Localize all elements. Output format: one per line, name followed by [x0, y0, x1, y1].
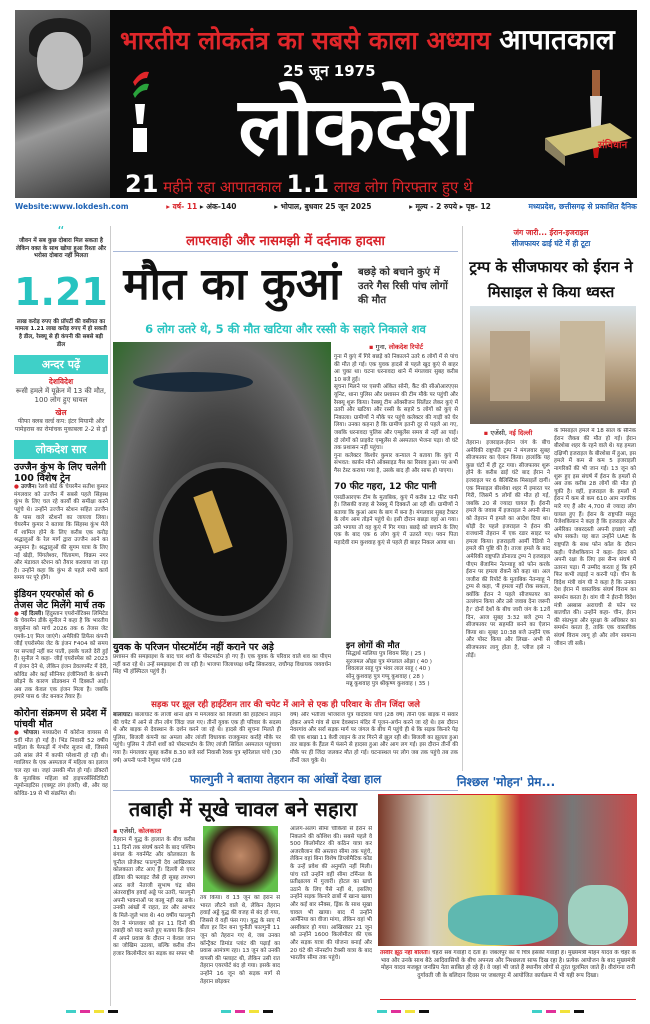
main-headline: मौत का कुआं — [123, 259, 341, 310]
brief-headline: इंडियन एयरफोर्स को 6 तेजस जेट मिलेंगे मार्च तक — [14, 588, 105, 611]
color-bar — [532, 1010, 584, 1013]
dateline-source: लोकदेश रिपोर्ट — [388, 343, 423, 351]
main-dateline: ▪ गुना, लोकदेश रिपोर्ट — [369, 343, 423, 351]
victim-item: मन्नू कुशवाह पुत्र श्रीकृष्ण कुशवाह ( 35 ) — [346, 681, 430, 688]
main-body — [334, 342, 458, 638]
info-bar — [15, 200, 637, 213]
right-kicker-sub: सीजफायर ढाई घंटे में ही टूटा — [511, 239, 591, 248]
summary-band: लोकदेश सार — [14, 440, 108, 459]
stat-arrests-label: लाख लोग गिरफ्तार हुए थे — [333, 178, 473, 196]
second-text: बालाघाट के लांजी थाना क्षेत्र में मंगलवार को बिजली की हाईटेंशन लाइन की चपेट में आने से तीन लोग जिंदा जल गए। तीनों युवक एक ही परिवार के सदस्य थे और बाइक से देवस्थान के दर्शन करने जा रहे थे। हादसे की सूचना मिलते ही पुलिस, बिजली कंपनी का अमला और लांजी विधायक राजकुमार कर्राहे मौके पर पहुंचे। पुलिस ने तीनों शवों को पोस्टमार्टम के लिए लांजी सिविल अस्पताल पहुंचाया गया है। मंगलवार सुबह करीब 8.30 बजे सर्रा निवासी रेवक पुत्र म्होरेलाल पांचे (30 वर्ष) अपनी पत्नी रेणुका पांचे (28 — [113, 712, 281, 764]
brief-dateline: भोपाल। — [23, 730, 40, 736]
inside-section: देशविदेश — [48, 377, 74, 387]
emergency-stats — [125, 170, 473, 198]
brief-headline: उज्जैन कुंभ के लिए चलेगी 100 विशेष ट्रेन — [14, 462, 106, 485]
section-heading: 70 फीट गहरा, 12 फीट पानी — [334, 481, 437, 492]
second-body-col2 — [290, 712, 458, 768]
brief-body: ● उज्जैन। रेलवे बोर्ड के चेयरमैन सतीश कुमार मंगलवार को उज्जैन में सबसे पहले सिंहस्थ कुंभ के लिए चल रहे कार्यों की समीक्षा करने पहुंचे थे। उन्होंने उज्जैन स्टेशन सहित उज्जैन के पास वाले स्टेशनों का जायजा लिया। चेयरमैन कुमार ने बताया कि सिंहस्थ कुंभ मेले में शामिल होने के लिए करीब एक करोड़ श्रद्धालुओं के रेल मार्ग द्वारा उज्जैन आने का अनुमान है। श्रद्धालुओं की सुगम यात्रा के लिए नई खेड़ी, पिंगलेश्वर, चिंतामण, विक्रम नगर और मंडावल स्टेशन को तैयार करवाया जा रहा है। उन्होंने कहा कि कुंभ से पहले सभी कार्य समय पर पूरे होंगे। — [14, 484, 108, 582]
color-bar — [377, 1010, 429, 1013]
dateline-place: गुना, — [375, 343, 387, 351]
right-kicker: जंग जारी... ईरान-इजराइल — [513, 228, 589, 237]
main-paragraph: गुना में कुएं में गिरे बछड़े को निकालने उतरे 6 लोगों में से पांच की मौत हो गई। एक युवक हादसे से पहले खुद कुएं से बाहर आ चुका था। घटना धरनावदा थाने में मंगलवार सुबह करीब 10 बजे हुई। — [334, 354, 458, 383]
brief-dateline: नई दिल्ली। — [21, 610, 44, 617]
masthead-date: 25 जून 1975 — [283, 62, 376, 80]
pages: ▸ पृष्ठ- 12 — [459, 201, 491, 211]
column-divider — [462, 226, 463, 771]
main-paragraph: सूचना मिलने पर एसपी अंकित सोनी, कैंट की सीओआरएएस यूनिट, थाना पुलिस और प्रशासन की टीम मौके पर पहुंची और रेस्क्यू शुरू किया। रेस्क्यू टीम ऑक्सीजन सिलेंडर लेकर कुएं में उतरी और खटिया और रस्सी के सहारे 5 लोगों को कुएं से निकाला। ग्रामीणों ने मौके पर पहुंचे कलेक्टर की गाड़ी को घेर लिया। उनका कहना है कि ग्रामीण इतनी दूर से पहले आ गए, जबकि धरनावदा पुलिस और एम्बुलेंस समय से नहीं आ पाई। दो लोगों को प्राइवेट एम्बुलेंस से अस्पताल भेजना पड़ा। वो घंटे तक प्रशासन नहीं पहुंचा। — [334, 384, 458, 452]
color-bar — [221, 1010, 273, 1013]
dateline-place: नई दिल्ली — [509, 429, 533, 437]
caption-lead: तस्वीर झूठ नहीं बोलती। — [380, 950, 431, 956]
price: ▸ मूल्य - 2 रुपये — [409, 201, 458, 211]
brief-body: ● भोपाल। मध्यप्रदेश में कोरोना वायरस से 5वीं मौत हो गई है। भिंड निवासी 52 वर्षीय महिला के फेफड़ों में गंभीर सूजन थी, जिससे उसे सांस लेने में काफी परेशानी हो रही थी। ग्वालियर के एक अस्पताल में महिला का इलाज चल रहा था। जहां उसकी मौत हो गई। डॉक्टरों के मुताबिक महिला को हाइपरसेंसिटिविटी न्यूमोनाइटिस (एक्यूट लंग इंजरी) थी, और वह कोविड-19 से भी संक्रमित थी। — [14, 730, 108, 797]
main-deck: बछड़े को बचाने कुएं में उतरे गैस रिसी पांच लोगों की मौत — [358, 267, 448, 306]
brief-text: हिंदुस्तान एयरोनॉटिक्स लिमिटेड के चेयरमैन डीके सुनील ने कहा है कि भारतीय वायुसेना को मार्च 2026 तक 6 तेजस जेट एमके-1ए मिल जाएंगे। अमेरिकी डिफेंस कंपनी जीई एयरोस्पेस जेट के इंजन F404 को समय पर सप्लाई नहीं कर पाती, इसके चलते देरी हुई है। सुनील ने कहा- जीई एयरोस्पेस को 2023 में इंजन देने थे, लेकिन इंजन डेवलपमेंट में देरी, कोविड और कई सीनियर इंजीनियरों के कंपनी छोड़ने के कारण प्रोडक्शन में दिक्कतें आईं। अब तक केवल एक इंजन मिला है। जबकि हमारे पास 6 जेट बनकर तैयार हैं। — [14, 610, 108, 701]
victim-item: सोनू कुशवाह पुत्र गप्पू कुशवाह ( 28 ) — [346, 673, 424, 680]
second-text: वर्ष) और भतीजा भोजराज पुत्र यादोराव पांचे (28 वर्ष) तीनों एक बाइक में सवार होकर अपने गांव से ग्राम देवस्थान मंदिर में पूजन-अर्चन करने जा रहे थे। इस दौरान नेवरगांव और सर्रा सड़क मार्ग पर जंगल के बीच में पहुंचे ही थे कि सड़क किनारे पेड़ की एक शाखा 11 केवी लाइन के तार गिरने से झूल रही थी। बिजली का झूलता हुआ तार बाइक के हैंडल में फंसने से हादसा हुआ और आग लग गई। इस दौरान तीनों की मौके पर ही जिंदा जलकर मौत हो गई। घटनास्थल पर लोग जब तक पहुंचे तब तक तीनों जल चुके थे। — [290, 712, 458, 764]
portrait-image — [15, 10, 110, 198]
quote-text: जीवन में सब कुछ दोबारा मिल सकता है लेकिन वक्त के साथ खोया हुआ रिश्ता और भरोसा दोबारा नहीं मिलता — [16, 238, 106, 260]
constitution-book-knife-icon — [540, 68, 635, 168]
dateline-source: एजेंसी, — [119, 827, 137, 835]
big-number: 1.21 — [14, 269, 108, 314]
stat-arrests: 1.1 — [286, 170, 330, 198]
photo-caption — [380, 950, 636, 1000]
stat-months-label: महीने रहा आपातकाल — [163, 178, 282, 196]
right-dateline: ▪ एजेंसी, नई दिल्ली — [483, 429, 533, 437]
right-col2 — [554, 428, 636, 768]
price-pages — [409, 202, 491, 212]
registration-marks — [14, 1010, 636, 1013]
third-col1 — [113, 826, 195, 1006]
main-subhead: 6 लोग उतरे थे, 5 की मौत खटिया और रस्सी के सहारे निकाले शव — [145, 322, 426, 336]
right-text: तेहरान। इजराइल-ईरान जंग के बीच अमेरिकी राष्ट्रपति ट्रम्प ने मंगलवार सुबह सीजफायर का ऐलान किया। हालांकि यह कुछ घंटों में ही टूट गया। सीजफायर शुरू होने के करीब ढाई घंटे बाद ईरान ने इजराइल पर 6 बैलिस्टिक मिसाइलें दागीं। एक मिसाइल बीरशेबा शहर में इमारत पर गिरी, जिसमें 5 लोगों की मौत हो गई, जबकि 20 से ज्यादा घायल हैं। ईरानी हमले के जवाब में इजराइल ने अपनी सेना को तेहरान में हमले का आदेश दिया था। थोड़ी देर पहले इजराइल ने ईरान की राजधानी तेहरान में एक रडार साइट पर हमला किया। इजराइली आर्मी रेडियो ने हमले की पुष्टि की है। ताजा हमले के बाद अमेरिकी राष्ट्रपति डोनाल्ड ट्रम्प ने इजराइल पीएम बेंजामिन नेतन्याहू को फोन करके ईरान पर हमला रोकने को कहा था। अल जजीरा की रिपोर्ट के मुताबिक नेतन्याहू ने ट्रम्प से कहा, 'मैं हमला नहीं रोक सकता, क्योंकि ईरान ने पहले सीजफायर का उल्लंघन किया और उसे जवाब देना जरूरी है।' दोनों देशों के बीच जारी जंग के 12वें दिन, आज सुबह 3:32 बजे ट्रम्प ने सीजफायर पर सहमति बनने का ऐलान किया था। सुबह 10:38 बजे उन्होंने एक और पोस्ट किया और लिखा- अभी से सीजफायर लागू होता है, प्लीज इसे न तोड़ें। — [466, 440, 550, 659]
divider — [113, 790, 458, 791]
brief-dateline: उज्जैन। — [20, 484, 37, 491]
inside-item[interactable]: रूसी हमले में यूक्रेन में 13 की मौत, 100 लोग हुए घायल — [15, 387, 107, 405]
photo-story-kicker: निश्छल 'मोहन' प्रेम... — [456, 775, 556, 789]
second-body-col1 — [113, 712, 281, 768]
brief-text: रेलवे बोर्ड के चेयरमैन सतीश कुमार मंगलवार को उज्जैन में सबसे पहले सिंहस्थ कुंभ के लिए चल रहे कार्यों की समीक्षा करने पहुंचे थे। उन्होंने उज्जैन स्टेशन सहित उज्जैन के पास वाले स्टेशनों का जायजा लिया। चेयरमैन कुमार ने बताया कि सिंहस्थ कुंभ मेले में शामिल होने के लिए करीब एक करोड़ श्रद्धालुओं के रेल मार्ग द्वारा उज्जैन आने का अनुमान है। श्रद्धालुओं की सुगम यात्रा के लिए नई खेड़ी, पिंगलेश्वर, चिंतामण, विक्रम नगर और मंडावल स्टेशन को तैयार करवाया जा रहा है। उन्होंने कहा कि कुंभ से पहले सभी कार्य समय पर पूरे होंगे। — [14, 484, 108, 582]
second-headline: सड़क पर झूल रही हाईटेंशन तार की चपेट में आने से एक ही परिवार के तीन जिंदा जले — [151, 700, 420, 710]
well-rescue-photo — [113, 342, 331, 638]
tagline-red: भारतीय लोकतंत्र का सबसे काला अध्याय — [120, 26, 491, 55]
main-kicker: लापरवाही और नासमझी में दर्दनाक हादसा — [186, 234, 385, 249]
big-number-text: लाख करोड़ रुपए की प्रॉपर्टी की वसीयत का मामला 1.21 लाख करोड़ रुपए में हो सकती है डील, रेस्क्यू से ही कंपनी की सबसे बड़ी डील — [15, 318, 107, 348]
quote-mark-icon: “ — [57, 226, 65, 240]
right-headline: ट्रम्प के सीजफायर को ईरान ने मिसाइल से किया ध्वस्त — [469, 258, 633, 301]
right-col1 — [466, 428, 550, 768]
third-kicker: फाल्गुनी ने बताया तेहरान का आंखों देखा हाल — [189, 772, 382, 786]
left-column — [14, 226, 108, 1016]
victims-title: इन लोगों की मौत — [346, 641, 400, 651]
main-paragraph: गुना कलेक्टर किशोर कुमार कन्याल ने बताया कि कुएं में संभवत: कार्बन मोनो ऑक्साइड गैस का रिसाव हुआ। पर अभी गैस टेस्ट कराया गया है, उसके बाद ही और साफ हो पाएगा। — [334, 452, 458, 474]
pen-fist-logo-icon — [127, 68, 153, 158]
third-text: तेहरान में युद्ध के हालात के बीच करीब 11 दिनों तक संघर्ष करने के बाद पश्चिम बंगाल के गवर्नमेंट और कोलकाता के चुनौल प्रोजेक्ट फाल्गुनी देव आखिरकार कोलकाता लौट आए हैं। दिल्ली से एयर इंडिया की फ्लाइट जैसे ही सुबह लगभग आठ बजे नेताजी सुभाष चंद्र बोस अंतरराष्ट्रीय हवाई अड्डे पर उतरी, फाल्गुनी अपनी भावनाओं पर काबू नहीं रख सके। उनकी आंखों में राहत, डर और आभार के मिले-जुले भाव थे। 40 वर्षीय फाल्गुनी देव ने मंगलवार को इन 11 दिनों की तबाही को याद करते हुए बताया कि ईरान में अपने प्रवास के दौरान न केवल जान का जोखिम उठाया, बल्कि करीब तीन हजार किलोमीटर का सड़क का सफर भी — [113, 837, 195, 957]
column-divider — [110, 226, 111, 1006]
brief-headline: कोरोना संक्रमण से प्रदेश में पांचवी मौत — [14, 708, 107, 730]
iran-destruction-photo — [470, 306, 636, 424]
brief-body: ● नई दिल्ली। हिंदुस्तान एयरोनॉटिक्स लिमिटेड के चेयरमैन डीके सुनील ने कहा है कि भारतीय वायुसेना को मार्च 2026 तक 6 तेजस जेट एमके-1ए मिल जाएंगे। अमेरिकी डिफेंस कंपनी जीई एयरोस्पेस जेट के इंजन F404 को समय पर सप्लाई नहीं कर पाती, इसके चलते देरी हुई है। सुनील ने कहा- जीई एयरोस्पेस को 2023 में इंजन देने थे, लेकिन इंजन डेवलपमेंट में देरी, कोविड और कई सीनियर इंजीनियरों के कंपनी छोड़ने के कारण प्रोडक्शन में दिक्कतें आईं। अब तक केवल एक इंजन मिला है। जबकि हमारे पास 6 जेट बनकर तैयार हैं। — [14, 610, 108, 701]
victim-item: सुरजमल ओझा पुत्र मंगलाल ओझा ( 40 ) — [346, 658, 432, 665]
third-headline: तबाही में सूखे चावल बने सहारा — [128, 797, 358, 821]
newspaper-title: लोकदेश — [238, 79, 472, 173]
dateline-place: कोलकाता — [138, 827, 162, 835]
website-link[interactable]: Website:www.lokdesh.com — [15, 202, 129, 211]
divider — [113, 251, 458, 252]
victim-item: सिद्धार्थ मालिया पुत्र शिवम सिंह ( 25 ) — [346, 651, 426, 657]
inside-band: अन्दर पढ़ें — [14, 355, 108, 374]
caption-text: प्रशासन की समझाइश के बाद चार शवों के पोस्टमार्टम हो गए हैं। एक युवक के परिवार वाले शव का पीएम नहीं करा रहे थे। उन्हें समझाइश दी जा रही है। भाजपा जिलाध्यक्ष धर्मेंद्र सिकरवार, राघौगढ़ विधायक जयवर्धन सिंह भी हॉस्पिटल पहुंचे हैं। — [113, 654, 331, 676]
year: ▸ वर्ष- 11 — [166, 201, 198, 211]
inside-item[interactable]: फीफा क्लब वर्ल्ड कप: इंटर मियामी और पामेइरास का रोमांचक मुकाबला 2-2 से ड्रॉ — [14, 418, 108, 434]
inside-section: खेल — [55, 408, 67, 418]
brief-text: मध्यप्रदेश में कोरोना वायरस से 5वीं मौत हो गई है। भिंड निवासी 52 वर्षीय महिला के फेफड़ों में गंभीर सूजन थी, जिससे उसे सांस लेने में काफी परेशानी हो रही थी। ग्वालियर के एक अस्पताल में महिला का इलाज चल रहा था। जहां उसकी मौत हो गई। डॉक्टरों के मुताबिक महिला को हाइपरसेंसिटिविटी न्यूमोनाइटिस (एक्यूट लंग इंजरी) थी, और वह कोविड-19 से भी संक्रमित थी। — [14, 730, 108, 797]
victim-item: शिवलाल साहू पुत्र भंवर लाल साहू ( 40 ) — [346, 666, 431, 673]
caption-headline: युवक के परिजन पोस्टमॉर्टम नहीं कराने पर अड़े — [113, 642, 274, 653]
edition-date: ▸ भोपाल, बुधवार 25 जून 2025 — [274, 201, 372, 211]
third-text: तय किया। वे 13 जून को ईरान से भारत लौटने वाले थे, लेकिन तेहरान हवाई अड्डे युद्ध की वजह से बंद हो गया, जिससे वे वहीं फंस गए। युद्ध के साए में बीता हर दिन बना चुनौती फाल्गुनी 11 जून को तेहरान गए थे, जब उनका कॉन्ट्रैक्ट डिमांड प्लांट की पढ़ाई का प्रवास आमंत्रण रहा। 13 जून को उनकी वापसी की फ्लाइट थी, लेकिन उसी रात तेहरान एयरपोर्ट बंद हो गया। इसके बाद उन्होंने 16 जून को सड़क मार्ग से तेहरान छोड़कर — [200, 895, 280, 985]
third-col2 — [200, 895, 280, 1005]
third-col3 — [290, 826, 372, 1006]
caption-body — [113, 654, 331, 677]
caption-text: चेहरा सब गवाही दे देता है। जबलपुर का ये चित्र इसकी गवाही है। मुख्यमंत्री मोहन यादव के चेहरे के भाव और उनके साथ बैठे आदिवासियों के बीच अपनत्व और निश्छलता साफ दिख रहा है। प्रत्येक आयोजन के बाद मुख्यमंत्री मोहन यादव मजबूत जनप्रिय नेता साबित हो रहे हैं। वे जहां भी जाते हैं स्थानीय लोगों से तुरंत घुलमिल जाते हैं। वीरांगना रानी दुर्गावती जी के बलिदान दिवस पर जबलपुर में आयोजित कार्यक्रम में भी यही रूप दिखा। — [380, 950, 636, 979]
year-issue — [166, 202, 236, 212]
mohan-yadav-drum-photo — [378, 794, 637, 946]
masthead-tagline — [120, 20, 630, 58]
main-paragraph: एसडीआरएफ टीम के मुताबिक, कुएं में करीब 12 फीट पानी है। जिसकी वजह से रेस्क्यू में दिक्कतें आ रही थीं। ग्रामीणों ने बताया कि कुआं आम के बाग में बना है। मंगलवार सुबह टैक्टर के लोग आम तोड़ने पहुंचे थे। इसी दौरान बछड़ा वहां आ गया। उसे भगाया तो वह कुएं में गिर गया। बछड़े को बचाने के लिए एक के बाद एक 6 लोग कुएं में उतरते गए। पवन पिता महादेवी राम कुशवाह कुएं से पहले ही बाहर निकल आया था। — [334, 494, 458, 547]
book-label: संविधान — [598, 140, 628, 151]
right-text: के मिसाइल हमले में 18 साल के सैनिक ईरान जैकब की मौत हो गई। ईरान बीरशेबा शहर के रहने वाले थे। यह हमला दक्षिणी इजराइल के बीरशेबा में हुआ, इस हमले में कम से कम 5 इजराइली नागरिकों की भी जान गई। 13 जून को शुरू हुए इस संघर्ष में ईरान के हमलों से अब तक करीब 28 लोगों की मौत हो चुकी है। वहीं, इजराइल के हमलों में ईरान में कम से कम 610 आम नागरिक मारे गए हैं और 4,700 से ज्यादा लोग घायल हुए हैं। ईरान के राष्ट्रपति मसूद पेजेशकियान ने कहा है कि इजराइल और अमेरिका जबरदस्ती अपनी इच्छाएं नहीं थोप सकते। यह बात उन्होंने UAE के राष्ट्रपति के साथ फोन कॉल के दौरान कही। पेजेशकियान ने कहा- ईरान को अपनी रक्षा के लिए इस सैन्य संघर्ष में उतरना पड़ा। मैं उम्मीद करता हूं कि हमें फिर कभी लड़ाई न करनी पड़े। चीन के विदेश मंत्री वांग यी ने कहा है कि उनका देश ईरान में वास्तविक संघर्ष विराम का समर्थन करता है। वांग यी ने ईरानी विदेश मंत्री अब्बास अराघची से फोन पर बातचीत की। उन्होंने कहा- चीन, ईरान की संप्रभुता और सुरक्षा के अधिकार का समर्थन करता है, ताकि एक वास्तविक संघर्ष विराम लागू हो और लोग सामान्य जीवन जी सकें। — [554, 428, 636, 647]
second-dateline: बालाघाट। — [113, 712, 133, 718]
tagline-white: आपातकाल — [499, 23, 615, 56]
issue: ▸ अंक-140 — [199, 201, 237, 211]
third-text: आलग-अलग सीमा चौकियों से ईरान से निकलने की कोशिश की। सबसे पहले वे 500 किलोमीटर की कठिन यात्रा कर अजरबैजान की अस्तारा सीमा तक पहुंचे, लेकिन वहां बिना विशेष डिप्लोमैटिक कोड के उन्हें प्रवेश की अनुमति नहीं मिली। पांच रातें उन्होंने वहीं सीमा टर्मिनल के प्रतीक्षालय में गुजारीं। होटल का खर्चा उठाने के लिए पैसे नहीं थे, इसलिए उन्होंने सड़क किनारे ढाबों में खाना खाया और कई बार स्नैक्स, ड्रिंक के साथ सूखा चावल भी खाया। बाद में उन्होंने आर्मेनिया का वीजा मांगा, लेकिन वहां भी अस्वीकार हो गया। आखिरकार 21 जून को उन्होंने 1600 किलोमीटर की एक और सड़क यात्रा की योजना बनाई और 20 घंटे की नॉनस्टॉप टैक्सी यात्रा के बाद भारतीय सीमा तक पहुंचे। — [290, 826, 372, 962]
masthead — [15, 10, 637, 198]
victims-box — [346, 640, 458, 689]
color-bar — [66, 1010, 118, 1013]
edition-note: मध्यप्रदेश, छत्तीसगढ़ से प्रकाशित दैनिक — [528, 201, 637, 211]
dateline-source: एजेंसी, — [490, 429, 507, 437]
third-dateline: ▪ एजेंसी, कोलकाता — [113, 827, 162, 835]
stat-months: 21 — [125, 170, 159, 198]
falguni-photo — [203, 826, 278, 892]
